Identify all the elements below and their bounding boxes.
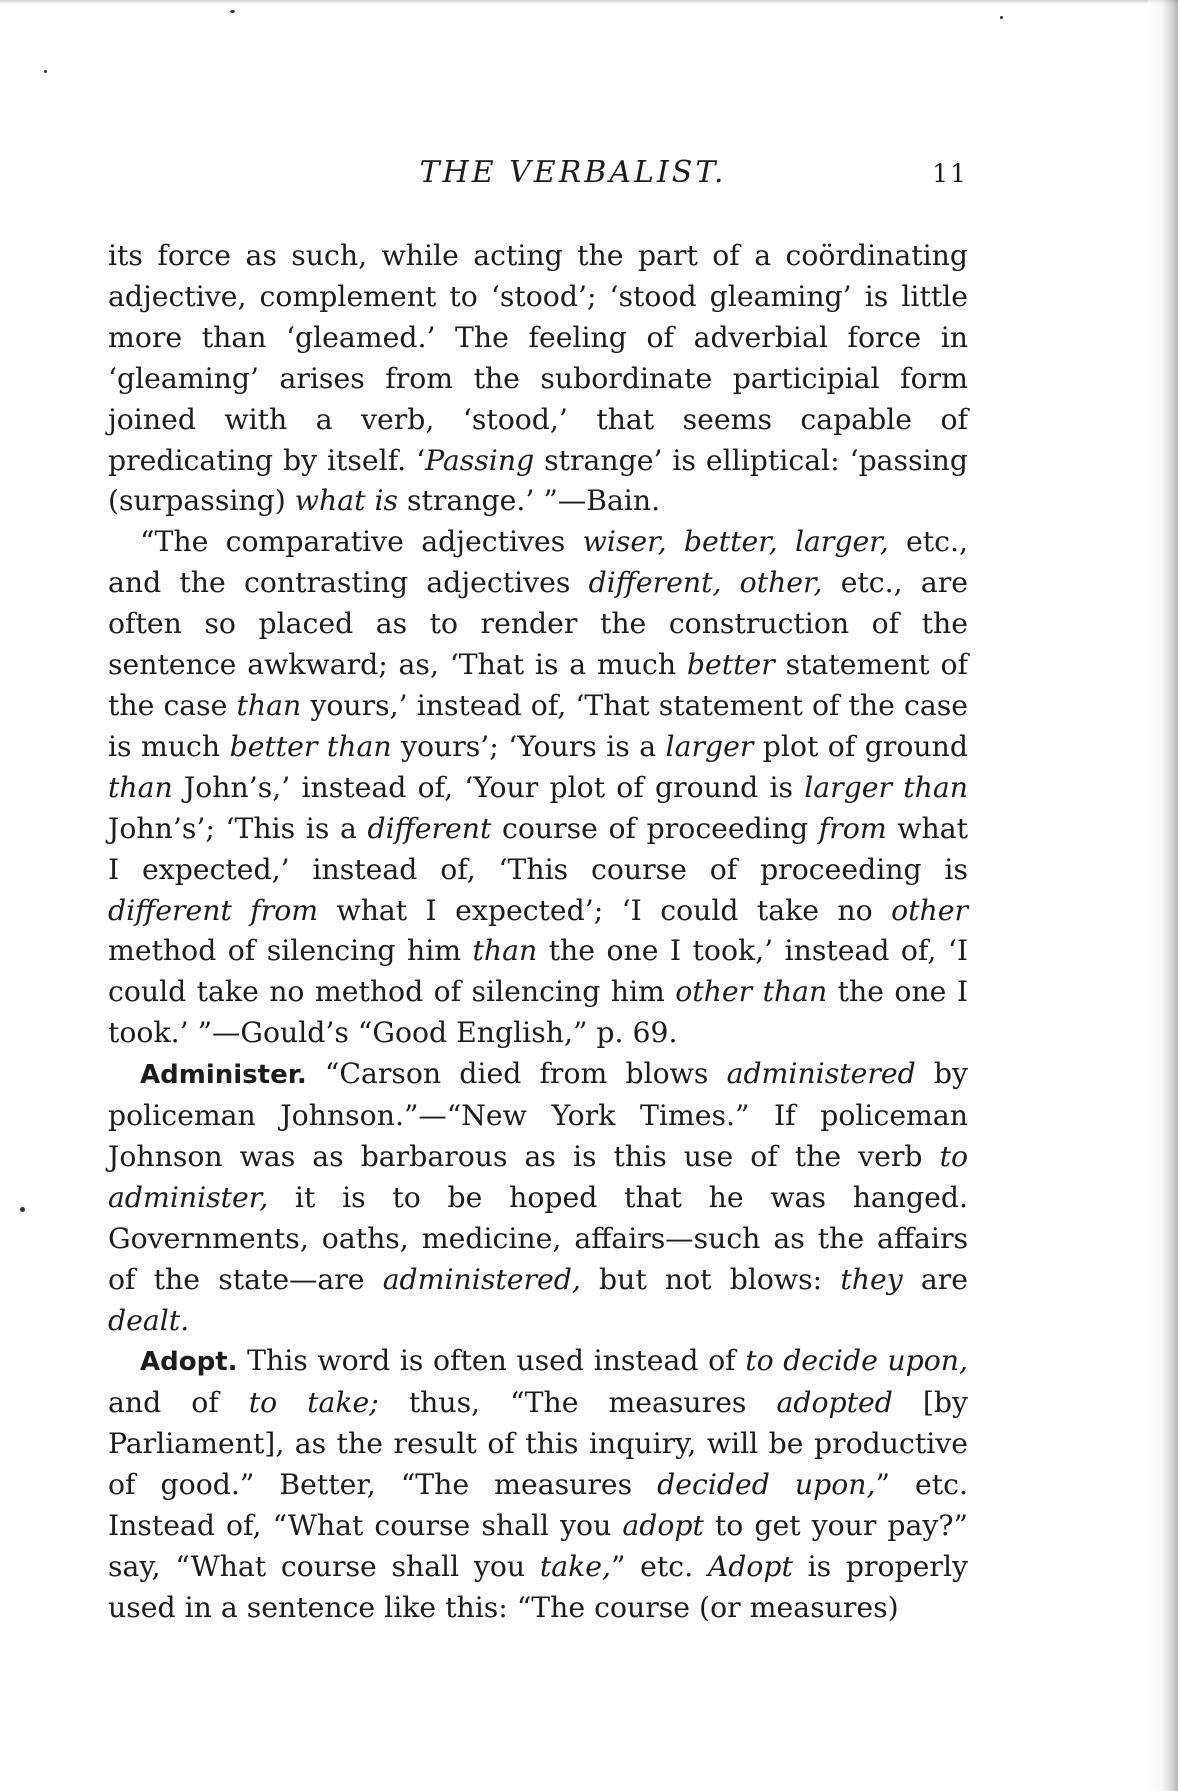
text-run: plot of ground [753,729,968,763]
italic-run: adopt [622,1509,704,1543]
text-run: ” etc. Instead of, “What course shall you [108,1468,968,1543]
page-top-shadow [0,0,1178,4]
print-speck [20,1207,25,1212]
italic-run: than [108,770,173,804]
italic-run: to take; [248,1386,379,1420]
page-number: 11 [932,159,968,188]
entry-headword: Administer. [140,1060,307,1091]
text-run: This word is often used instead of [237,1344,746,1378]
text-run: thus, “The measures [378,1386,777,1420]
print-speck [230,10,235,13]
italic-run: what is [294,484,399,518]
text-run: etc., are often so placed as to render the construction of the sentence awkward; as, ‘That is a much [108,566,969,682]
italic-run: different [367,811,492,845]
text-run: by policeman Johnson.”—“New York Times.” If policeman Johnson was as barbarous as is this use of the verb [108,1057,968,1173]
text-run: what I expected,’ instead of, ‘This course of proceeding is [108,811,968,886]
italic-run: better than [229,729,392,763]
text-run: John’s,’ instead of, ‘Your plot of ground is [172,770,805,804]
text-run: etc., and the contrasting adjectives [108,525,969,600]
text-run: the one I took,’ instead of, ‘I could take no method of silencing him [108,934,969,1009]
text-run: are [902,1262,969,1296]
paragraph [108,1054,968,1341]
italic-run: than [236,688,302,722]
italic-run: other than [675,975,828,1009]
text-run: to get your pay?” say, “What course shall you [108,1509,968,1583]
italic-run: to decide upon, [745,1344,968,1378]
body-text [108,236,968,1629]
paragraph [108,1341,968,1628]
italic-run: take, [539,1550,611,1583]
paragraph [108,236,968,522]
text-run: “The comparative adjectives [140,525,583,559]
text-run: statement of the case [108,648,969,722]
text-run: “Carson died from blows [306,1057,727,1091]
text-run: ” etc. [610,1550,708,1583]
text-run: course of proceeding [491,811,819,845]
italic-run: other [891,893,968,927]
text-run: its force as such, while acting the part of a coördinating adjective, complement to ‘stood’; ‘stood gleaming’ is little more than ‘gleamed.’ The feeling of adverbial force in ‘gleaming’ arises from the subordinate participial form joined with a verb, ‘stood,’ that seems capable of predicating by itself. ‘ [108,239,968,477]
text-run: and of [108,1386,249,1420]
italic-run: different from [108,893,319,927]
italic-run: to administer, [108,1139,968,1214]
italic-run: wiser, better, larger, [582,525,889,559]
text-run: [by Parliament], as the result of this inquiry, will be productive of good.” Better, “The measures [108,1386,968,1502]
text-run: yours’; ‘Yours is a [391,729,666,763]
italic-run: different, other, [588,566,823,600]
running-header [108,155,968,195]
running-title: THE VERBALIST. [419,155,727,190]
text-run: strange’ is elliptical: ‘passing (surpassing) [108,443,968,518]
italic-run: better [686,648,775,682]
text-run: yours,’ instead of, ‘That statement of the case is much [108,688,968,763]
text-run: what I expected’; ‘I could take no [318,893,892,927]
italic-run: larger [665,729,754,763]
text-run: is properly used in a sentence like this: “The course (or measures) [108,1550,968,1624]
italic-run: they [840,1262,903,1296]
italic-run: Adopt [707,1550,793,1583]
italic-run: Passing [425,443,535,477]
text-run: strange.’ ”—Bain. [398,484,661,518]
text-run: John’s’; ‘This is a [108,811,368,845]
text-run: but not blows: [580,1262,841,1296]
page-edge-shadow [1148,0,1178,1791]
italic-run: adopted [776,1386,893,1420]
italic-run: larger than [804,770,968,804]
text-run: the one I took.’ ”—Gould’s “Good English,” p. 69. [108,975,968,1050]
italic-run: decided upon, [657,1468,876,1502]
print-speck [44,70,47,73]
text-run: it is to be hoped that he was hanged. Governments, oaths, medicine, affairs—such as the affairs of the state—are [108,1180,968,1296]
text-run: method of silencing him [108,934,473,968]
entry-headword: Adopt. [140,1347,238,1378]
italic-run: dealt. [108,1303,190,1337]
italic-run: administered [726,1057,916,1091]
italic-run: administered, [382,1262,581,1296]
italic-run: from [818,811,887,845]
paragraph [108,522,968,1054]
italic-run: than [472,934,538,968]
print-speck [1000,16,1003,19]
